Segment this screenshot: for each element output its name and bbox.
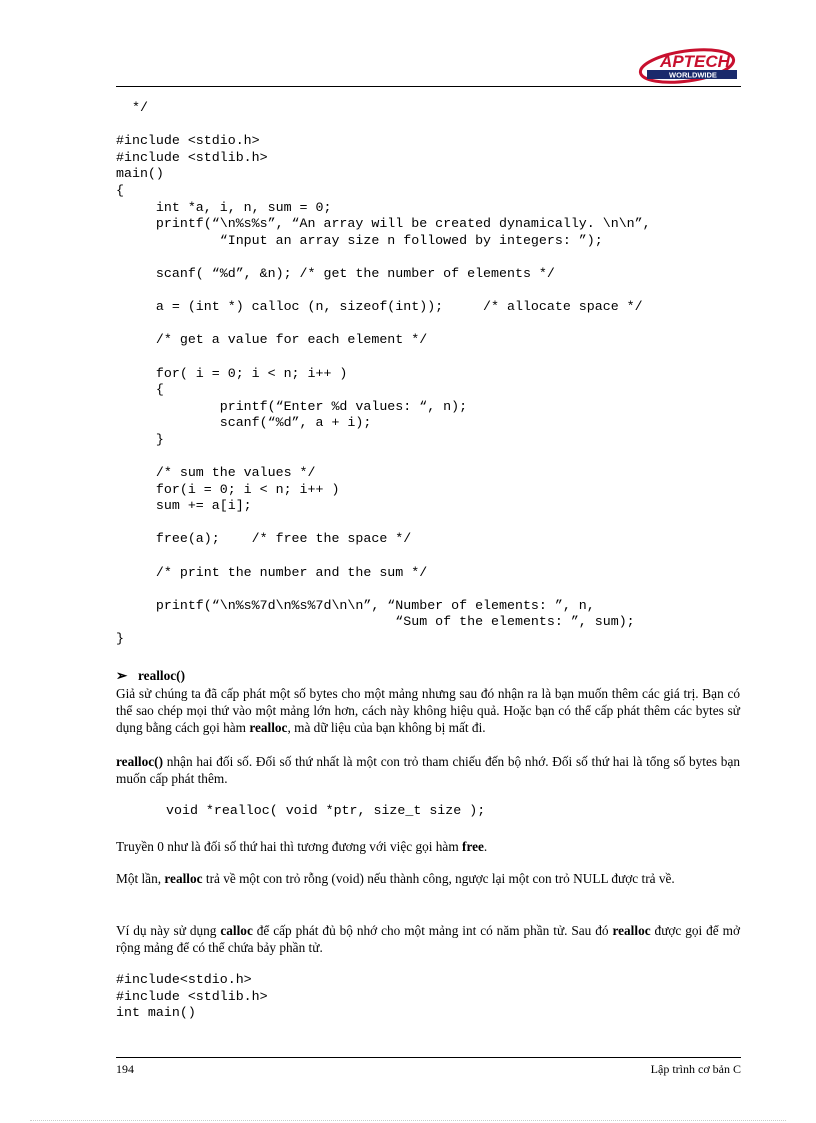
aptech-logo (637, 46, 741, 84)
page-number: 194 (116, 1062, 134, 1076)
page-edge-dots (30, 1120, 786, 1121)
section-title: realloc() (138, 668, 186, 683)
paragraph-intro: Giả sử chúng ta đã cấp phát một số bytes cho một mảng nhưng sau đó nhận ra là bạn muốn thêm các giá trị. Bạn có thể sao chép mọi thứ vào một mảng lớn hơn, cách này không hiệu quả. Hoặc bạn có thể cấp phát thêm các bytes sử dụng bằng cách gọi hàm realloc, mà dữ liệu của bạn không bị mất đi. (116, 686, 740, 735)
section-heading (116, 668, 185, 684)
paragraph-arguments: realloc() nhận hai đối số. Đối số thứ nhất là một con trỏ tham chiếu đến bộ nhớ. Đối số thứ hai là tổng số bytes bạn muốn cấp phát thêm. (116, 754, 740, 786)
paragraph-free: Truyền 0 như là đối số thứ hai thì tương đương với việc gọi hàm free. (116, 839, 488, 854)
logo-subtext: WORLDWIDE (669, 70, 717, 80)
bullet-arrow-icon: ➢ (116, 668, 128, 683)
code-block-realloc-example: #include<stdio.h> #include <stdlib.h> int main() (116, 972, 268, 1021)
paragraph-return: Một lần, realloc trả về một con trỏ rỗng (void) nếu thành công, ngược lại một con trỏ NULL được trả về. (116, 871, 675, 886)
book-title: Lập trình cơ bản C (650, 1062, 741, 1076)
paragraph-example: Ví dụ này sử dụng calloc để cấp phát đủ bộ nhớ cho một mảng int có năm phần tử. Sau đó realloc được gọi để mở rộng mảng để có thể chứa bảy phần tử. (116, 923, 740, 955)
header-rule (116, 86, 741, 87)
footer-rule (116, 1057, 741, 1058)
logo-text: APTECH (660, 52, 730, 71)
realloc-signature: void *realloc( void *ptr, size_t size ); (166, 803, 486, 818)
code-block-calloc-example: */ #include <stdio.h> #include <stdlib.h> main() { int *a, i, n, sum = 0; printf(“\n%s%s”, “An array will be created dynamically. \n\n”, “Input an array size n followed by integers: ”); scanf( “%d”, &n); /* get the number of elements */ a = (int *) calloc (n, sizeof(int)); /* allocate space */ /* get a value for each element */ for( i = 0; i < n; i++ ) { printf(“Enter %d values: “, n); scanf(“%d”, a + i); } /* sum the values */ for(i = 0; i < n; i++ ) sum += a[i]; free(a); /* free the space */ /* print the number and the sum */ printf(“\n%s%7d\n%s%7d\n\n”, “Number of elements: ”, n, “Sum of the elements: ”, sum); } (116, 100, 651, 646)
